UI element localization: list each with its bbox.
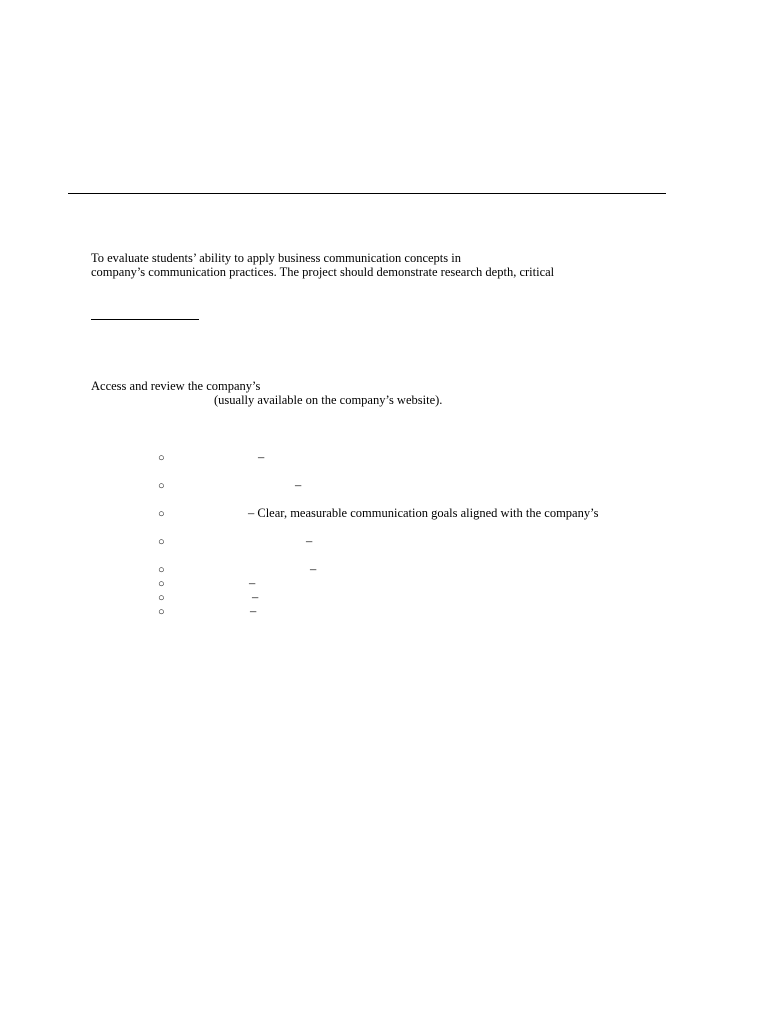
circle-bullet-icon: ○	[158, 536, 165, 548]
access-line-2: (usually available on the company’s website).	[214, 393, 443, 407]
list-item-text: –	[258, 450, 265, 464]
list-item-text: –	[249, 576, 256, 590]
access-line-1: Access and review the company’s	[91, 379, 261, 393]
list-item-text: – Clear, measurable communication goals aligned with the company’s	[248, 506, 599, 520]
objective-line-1: To evaluate students’ ability to apply business communication concepts in	[91, 251, 461, 265]
list-item-text: –	[295, 478, 302, 492]
list-item-text: –	[252, 590, 259, 604]
circle-bullet-icon: ○	[158, 480, 165, 492]
circle-bullet-icon: ○	[158, 592, 165, 604]
objective-line-2: company’s communication practices. The project should demonstrate research depth, critical	[91, 265, 555, 279]
horizontal-divider	[68, 193, 666, 194]
list-item-text: –	[306, 534, 313, 548]
circle-bullet-icon: ○	[158, 508, 165, 520]
circle-bullet-icon: ○	[158, 578, 165, 590]
list-item-text: –	[250, 604, 257, 618]
list-item-text: –	[310, 562, 317, 576]
circle-bullet-icon: ○	[158, 564, 165, 576]
circle-bullet-icon: ○	[158, 606, 165, 618]
section-underline	[91, 319, 199, 320]
circle-bullet-icon: ○	[158, 452, 165, 464]
